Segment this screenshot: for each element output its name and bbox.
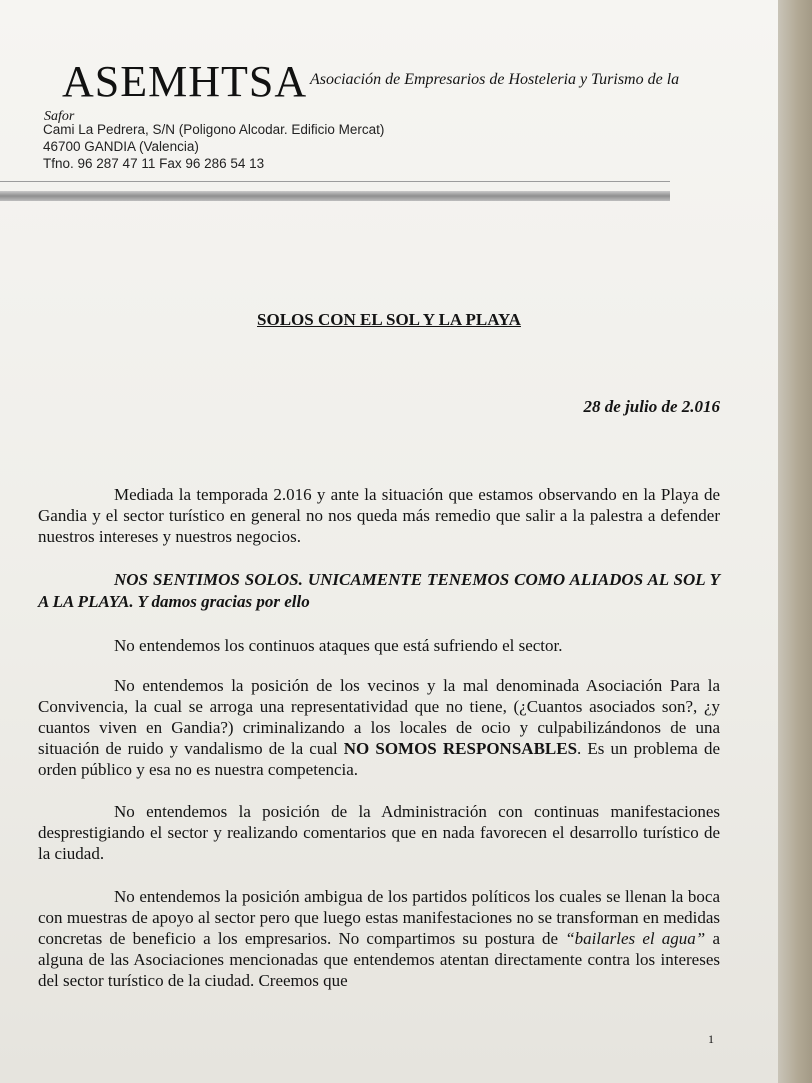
address-line-1: Cami La Pedrera, S/N (Poligono Alcodar. Edificio Mercat)	[43, 122, 385, 137]
paragraph-4-emphasis: NO SOMOS RESPONSABLES	[343, 739, 578, 758]
document-date: 28 de julio de 2.016	[583, 397, 720, 416]
paragraph-4-tail: . Es un problema de orden público y esa no es nuestra competencia.	[38, 739, 721, 779]
address-line-3: Tfno. 96 287 47 11 Fax 96 286 54 13	[43, 156, 265, 171]
paragraph-4	[38, 675, 720, 780]
address-line-2: 46700 GANDIA (Valencia)	[43, 139, 199, 154]
paragraph-6	[38, 886, 720, 991]
paragraph-5: No entendemos la posición de la Administración con continuas manifestaciones desprestigiando el sector y realizando comentarios que en nada favorecen el desarrollo turístico de la ciudad.	[38, 802, 720, 863]
document-title: SOLOS CON EL SOL Y LA PLAYA	[257, 310, 521, 329]
desk-edge	[778, 0, 812, 1083]
paragraph-6-quote: “bailarles el agua”	[565, 929, 706, 948]
paragraph-3: No entendemos los continuos ataques que está sufriendo el sector.	[114, 636, 563, 655]
paragraph-4-text: No entendemos la posición de los vecinos y la mal denominada Asociación Para la Convivencia, la cual se arroga una representatividad que no tiene, (¿Cuantos asociados son?, ¿y cuantos viven en Gandia?) criminalizando a los locales de ocio y culpabilizándonos de una situación de ruido y vandalismo de la cual	[38, 676, 720, 758]
paragraph-2: NOS SENTIMOS SOLOS. UNICAMENTE TENEMOS COMO ALIADOS AL SOL Y A LA PLAYA. Y damos gracias por ello	[38, 570, 720, 611]
header-divider-thick	[0, 191, 670, 201]
page-number: 1	[708, 1032, 714, 1046]
brand-tagline-continued: Safor	[44, 109, 75, 124]
header-divider-thin	[0, 181, 670, 182]
paragraph-6-text: No entendemos la posición ambigua de los partidos políticos los cuales se llenan la boca con muestras de apoyo al sector pero que luego estas manifestaciones no se transforman en medidas concretas de beneficio a los empresarios. No compartimos su postura de	[38, 887, 720, 948]
brand-tagline: Asociación de Empresarios de Hosteleria y Turismo de la	[310, 71, 680, 88]
paragraph-6-tail: a alguna de las Asociaciones mencionadas que entendemos atentan directamente contra los intereses del sector turístico de la ciudad. Creemos que	[38, 929, 720, 990]
brand-name: ASEMHTSA	[62, 57, 308, 106]
paragraph-1: Mediada la temporada 2.016 y ante la situación que estamos observando en la Playa de Gandia y el sector turístico en general no nos queda más remedio que salir a la palestra a defender nuestros intereses y nuestros negocios.	[38, 485, 720, 546]
